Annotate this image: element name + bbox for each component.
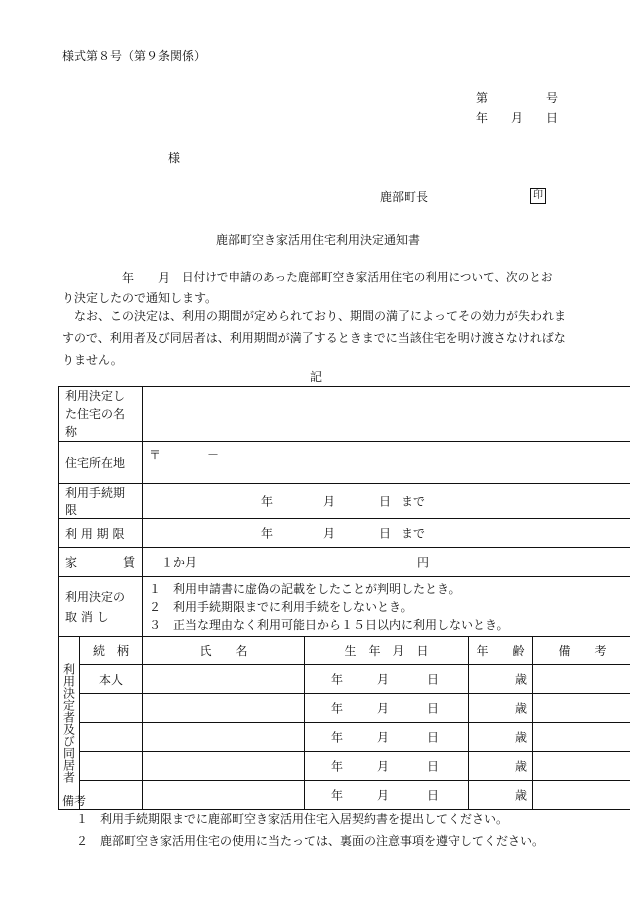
- header-remarks: 備 考: [533, 637, 630, 665]
- addressee-honorific: 様: [168, 151, 181, 165]
- address-label: 住宅所在地: [59, 442, 143, 484]
- procedure-deadline-year: 年: [261, 494, 274, 509]
- body-line-1: 日付けで申請のあった鹿部町空き家活用住宅の利用について、次のとお: [182, 270, 553, 284]
- birth-year: 年: [331, 759, 344, 774]
- cancellation-label-a: 利用決定の: [65, 589, 126, 604]
- note-item-1: １ 利用手続期限までに鹿部町空き家活用住宅入居契約書を提出してください。: [76, 812, 509, 826]
- resident-name[interactable]: [143, 694, 305, 723]
- cancellation-label-b: 取 消 し: [65, 609, 109, 624]
- period-day: 日: [379, 526, 392, 541]
- birth-year: 年: [331, 730, 344, 745]
- resident-birthdate[interactable]: [305, 781, 469, 810]
- resident-name[interactable]: [143, 723, 305, 752]
- address-value[interactable]: [143, 442, 630, 484]
- rent-label: [59, 548, 143, 577]
- period-value[interactable]: [143, 519, 630, 548]
- cancellation-reasons: [143, 577, 630, 637]
- resident-row: [59, 752, 630, 781]
- header-relation: 続 柄: [80, 637, 143, 665]
- birth-year: 年: [331, 788, 344, 803]
- body-line-2: り決定したので通知します。: [62, 291, 218, 305]
- note-item-2: ２ 鹿部町空き家活用住宅の使用に当たっては、裏面の注意事項を遵守してください。: [76, 834, 545, 848]
- row-cancellation: [59, 577, 630, 637]
- row-procedure-deadline: [59, 484, 630, 519]
- date-year: 年: [476, 111, 489, 125]
- cancellation-item-3: ３ 正当な理由なく利用可能日から１５日以内に利用しないとき。: [149, 617, 509, 632]
- resident-relation[interactable]: [80, 694, 143, 723]
- birth-day: 日: [427, 730, 440, 745]
- age-unit: 歳: [515, 730, 528, 745]
- resident-name[interactable]: [143, 781, 305, 810]
- age-unit: 歳: [515, 759, 528, 774]
- birth-month: 月: [377, 672, 390, 687]
- procedure-deadline-made: まで: [401, 494, 426, 509]
- date-month: 月: [511, 111, 524, 125]
- decision-table: [58, 386, 630, 810]
- rent-yen: 円: [417, 555, 430, 570]
- resident-birthdate[interactable]: [305, 752, 469, 781]
- document-title: 鹿部町空き家活用住宅利用決定通知書: [216, 233, 421, 247]
- period-made: まで: [401, 526, 426, 541]
- resident-birthdate[interactable]: [305, 694, 469, 723]
- row-rent: [59, 548, 630, 577]
- birth-month: 月: [377, 788, 390, 803]
- header-name: 氏 名: [143, 637, 305, 665]
- birth-month: 月: [377, 701, 390, 716]
- header-birthdate: 生 年 月 日: [305, 637, 469, 665]
- doc-number-go: 号: [546, 91, 559, 105]
- house-name-label: 利用決定した住宅の名称: [59, 387, 143, 442]
- resident-row: [59, 723, 630, 752]
- cancellation-label: [59, 577, 143, 637]
- age-unit: 歳: [515, 788, 528, 803]
- procedure-deadline-label: 利用手続期限: [59, 484, 143, 519]
- row-period: [59, 519, 630, 548]
- resident-name[interactable]: [143, 752, 305, 781]
- seal-mark: 印: [530, 188, 546, 204]
- rent-label-b: 賃: [123, 555, 136, 570]
- header-age: 年 齢: [469, 637, 533, 665]
- resident-age[interactable]: [469, 781, 533, 810]
- procedure-deadline-month: 月: [323, 494, 336, 509]
- resident-remarks[interactable]: [533, 665, 630, 694]
- resident-remarks[interactable]: [533, 723, 630, 752]
- resident-birthdate[interactable]: [305, 723, 469, 752]
- house-name-value[interactable]: [143, 387, 630, 442]
- resident-age[interactable]: [469, 665, 533, 694]
- birth-month: 月: [377, 730, 390, 745]
- birth-day: 日: [427, 701, 440, 716]
- resident-age[interactable]: [469, 752, 533, 781]
- birth-day: 日: [427, 788, 440, 803]
- resident-remarks[interactable]: [533, 781, 630, 810]
- rent-value[interactable]: [143, 548, 630, 577]
- resident-row: [59, 694, 630, 723]
- issuer-name: 鹿部町長: [380, 190, 429, 204]
- date-day: 日: [546, 111, 559, 125]
- resident-relation[interactable]: 本人: [80, 665, 143, 694]
- resident-remarks[interactable]: [533, 694, 630, 723]
- procedure-deadline-value[interactable]: [143, 484, 630, 519]
- birth-day: 日: [427, 759, 440, 774]
- birth-month: 月: [377, 759, 390, 774]
- residents-side-label: 利用決定者及び同居者: [59, 637, 80, 810]
- age-unit: 歳: [515, 701, 528, 716]
- row-address: [59, 442, 630, 484]
- resident-name[interactable]: [143, 665, 305, 694]
- residents-header-row: [59, 637, 630, 665]
- cancellation-item-2: ２ 利用手続期限までに利用手続をしないとき。: [149, 599, 413, 614]
- postal-dash: －: [207, 448, 220, 462]
- body-date-month: 月: [158, 271, 171, 285]
- ki-heading: 記: [310, 370, 323, 384]
- resident-age[interactable]: [469, 694, 533, 723]
- rent-per-month: １か月: [161, 555, 198, 570]
- doc-number-dai: 第: [476, 91, 489, 105]
- rent-label-a: 家: [65, 555, 78, 570]
- cancellation-item-1: １ 利用申請書に虚偽の記載をしたことが判明したとき。: [149, 581, 461, 596]
- form-number: 様式第８号（第９条関係）: [62, 49, 207, 63]
- resident-birthdate[interactable]: [305, 665, 469, 694]
- resident-relation[interactable]: [80, 781, 143, 810]
- procedure-deadline-day: 日: [379, 494, 392, 509]
- notes-title: 備考: [62, 794, 87, 808]
- period-month: 月: [323, 526, 336, 541]
- body-paragraph-2: なお、この決定は、利用の期間が定められており、期間の満了によってその効力が失われますので、利用者及び同居者は、利用期間が満了するときまでに当該住宅を明け渡さなければなりません。: [62, 309, 567, 367]
- resident-relation[interactable]: [80, 723, 143, 752]
- row-house-name: [59, 387, 630, 442]
- age-unit: 歳: [515, 672, 528, 687]
- period-year: 年: [261, 526, 274, 541]
- resident-relation[interactable]: [80, 752, 143, 781]
- birth-year: 年: [331, 672, 344, 687]
- birth-day: 日: [427, 672, 440, 687]
- resident-row: [59, 781, 630, 810]
- postal-mark: 〒: [149, 448, 162, 462]
- body-date-year: 年: [122, 271, 135, 285]
- period-label: 利 用 期 限: [59, 519, 143, 548]
- resident-age[interactable]: [469, 723, 533, 752]
- birth-year: 年: [331, 701, 344, 716]
- resident-row: [59, 665, 630, 694]
- resident-remarks[interactable]: [533, 752, 630, 781]
